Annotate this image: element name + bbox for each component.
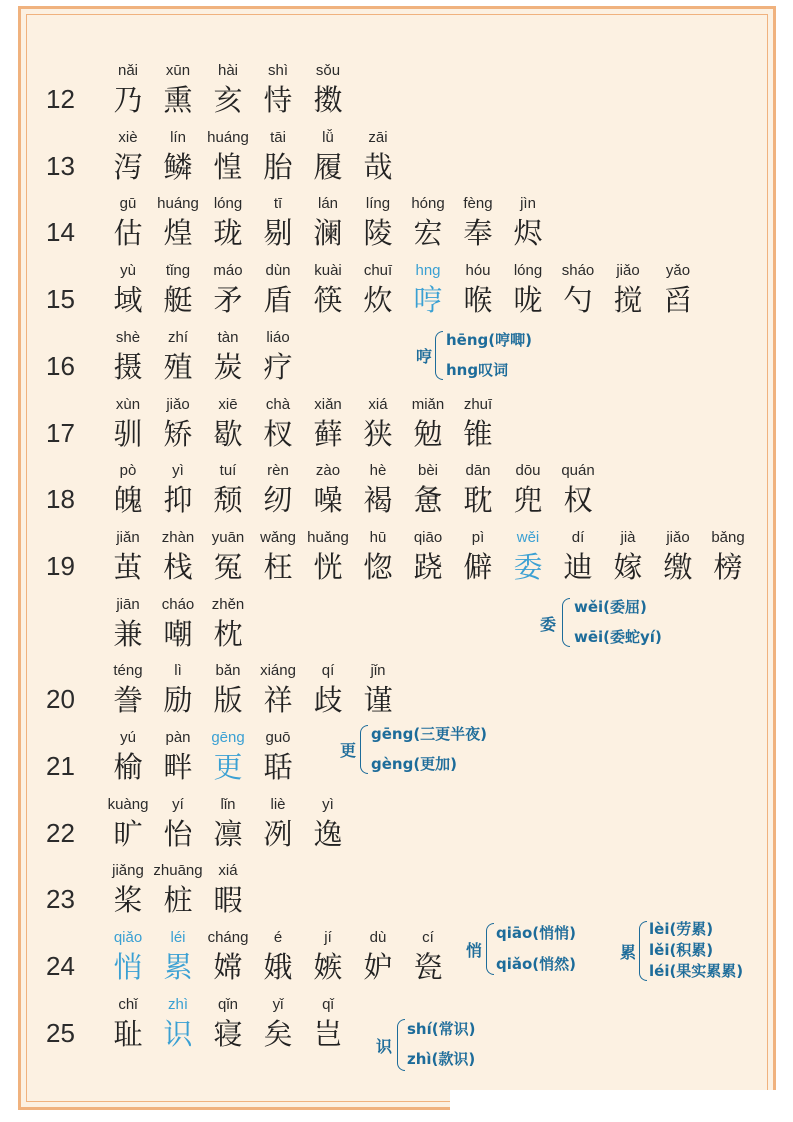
pinyin: jiǎo <box>166 395 190 413</box>
hanzi: 嫁 <box>613 549 643 584</box>
hanzi: 殖 <box>163 349 193 384</box>
hanzi: 哼 <box>413 283 443 318</box>
pinyin: liè <box>270 795 286 813</box>
char-cells <box>103 125 403 191</box>
lesson-number: 20 <box>46 684 75 715</box>
pinyin: hū <box>369 528 387 546</box>
hanzi: 凛 <box>213 816 243 851</box>
hanzi: 权 <box>563 483 593 518</box>
hanzi: 怡 <box>163 816 193 851</box>
pinyin: kuàng <box>107 795 149 813</box>
pinyin: xūn <box>165 62 191 79</box>
pinyin: dān <box>465 462 491 480</box>
hanzi: 惫 <box>413 483 443 518</box>
pinyin: tāi <box>270 128 286 146</box>
hanzi: 矣 <box>263 1016 293 1051</box>
hanzi: 瓷 <box>413 950 443 985</box>
vocab-row <box>0 458 793 524</box>
vocab-row <box>0 525 793 591</box>
pinyin: zhàn <box>161 528 195 546</box>
pinyin: qiǎo <box>113 929 143 947</box>
brace-icon <box>435 331 443 380</box>
pinyin: guō <box>265 729 291 746</box>
lesson-number: 24 <box>46 951 75 982</box>
pinyin: yí <box>172 795 184 813</box>
pinyin: hè <box>369 462 387 480</box>
pinyin: nǎi <box>117 62 139 79</box>
hanzi: 艇 <box>163 283 193 318</box>
brace-icon <box>486 923 494 975</box>
hanzi: 煌 <box>163 216 193 251</box>
hanzi: 耻 <box>113 1016 143 1051</box>
hanzi: 乃 <box>113 83 143 117</box>
pinyin: shè <box>115 328 141 346</box>
pinyin: zhí <box>167 328 188 346</box>
hanzi: 搅 <box>613 283 643 318</box>
hanzi: 僻 <box>463 549 493 584</box>
pinyin: jǐn <box>370 662 386 680</box>
lesson-number: 19 <box>46 550 75 581</box>
hanzi: 枕 <box>213 616 243 651</box>
char-cells <box>103 258 703 324</box>
pinyin: jí <box>324 929 332 947</box>
hanzi: 榜 <box>713 549 743 584</box>
note-lei-reading-3: léi(果实累累) <box>649 962 744 980</box>
char-cells <box>103 792 353 858</box>
pinyin: gū <box>119 195 137 213</box>
pinyin: kuài <box>314 262 342 280</box>
hanzi: 域 <box>113 283 143 318</box>
hanzi: 炭 <box>213 349 243 384</box>
note-shi-char: 识 <box>376 1037 393 1056</box>
hanzi: 杈 <box>263 416 293 451</box>
lesson-number: 15 <box>46 284 75 315</box>
vocab-row <box>0 658 793 724</box>
pinyin: xiē <box>218 395 238 413</box>
pinyin: jiǎn <box>116 528 140 546</box>
char-cells <box>103 992 353 1058</box>
hanzi: 更 <box>213 750 243 784</box>
hanzi: 勉 <box>413 416 443 451</box>
pinyin: huáng <box>207 128 249 146</box>
pinyin: jìn <box>520 195 536 213</box>
hanzi: 悄 <box>113 950 143 985</box>
hanzi: 熏 <box>163 83 193 117</box>
pinyin: sháo <box>561 262 595 280</box>
hanzi: 歇 <box>213 416 243 451</box>
pinyin: yù <box>120 262 136 280</box>
note-heng-reading-2: hng叹词 <box>446 361 509 379</box>
pinyin: yǐ <box>272 995 284 1013</box>
pinyin: pì <box>471 528 485 546</box>
lesson-number: 14 <box>46 217 75 248</box>
pinyin: jiǎng <box>112 862 144 880</box>
pinyin: zhì <box>167 995 188 1013</box>
hanzi: 鳞 <box>163 149 193 184</box>
hanzi: 累 <box>163 950 193 985</box>
char-cells <box>103 458 603 524</box>
hanzi: 寝 <box>213 1016 243 1051</box>
hanzi: 歧 <box>313 683 343 718</box>
hanzi: 疗 <box>263 349 293 384</box>
hanzi: 咙 <box>513 283 543 318</box>
hanzi: 惶 <box>213 149 243 184</box>
vocab-row <box>0 792 793 858</box>
lesson-number: 13 <box>46 150 75 181</box>
char-cell <box>653 258 703 324</box>
hanzi: 岂 <box>313 1016 343 1051</box>
vocab-row <box>0 58 793 124</box>
pinyin: hóng <box>411 195 445 213</box>
pinyin: zào <box>315 462 341 480</box>
hanzi: 娥 <box>263 950 293 985</box>
lesson-number: 16 <box>46 350 75 381</box>
note-heng <box>416 328 566 384</box>
hanzi: 摄 <box>113 349 143 384</box>
hanzi: 估 <box>113 216 143 251</box>
vocab-row <box>0 325 793 391</box>
brace-icon <box>360 725 368 774</box>
char-cells <box>103 725 303 791</box>
vocab-row <box>0 125 793 191</box>
note-wei-char: 委 <box>540 615 557 634</box>
pinyin: qí <box>321 662 335 680</box>
hanzi: 冽 <box>263 816 293 851</box>
char-cells <box>103 858 253 924</box>
hanzi: 榆 <box>113 750 143 784</box>
pinyin: lǐn <box>220 795 236 813</box>
lesson-number: 25 <box>46 1017 75 1048</box>
hanzi: 委 <box>513 549 543 584</box>
pinyin: lóng <box>513 262 543 280</box>
hanzi: 兼 <box>113 616 143 651</box>
pinyin: xiá <box>368 395 388 413</box>
char-cells <box>103 592 253 658</box>
hanzi: 枉 <box>263 549 293 584</box>
pinyin: huǎng <box>307 528 349 546</box>
char-cells <box>103 925 453 991</box>
hanzi: 澜 <box>313 216 343 251</box>
hanzi: 舀 <box>663 283 693 318</box>
hanzi: 泻 <box>113 149 143 184</box>
hanzi: 惚 <box>363 549 393 584</box>
hanzi: 矫 <box>163 416 193 451</box>
pinyin: xiè <box>118 128 138 146</box>
pinyin: huáng <box>157 195 199 213</box>
char-cells <box>103 58 353 124</box>
pinyin: pàn <box>165 729 191 746</box>
pinyin: yì <box>322 795 334 813</box>
note-shi <box>376 1016 516 1072</box>
hanzi: 藓 <box>313 416 343 451</box>
pinyin: quán <box>561 462 595 480</box>
note-wei <box>540 595 700 651</box>
pinyin: xùn <box>115 395 141 413</box>
hanzi: 版 <box>213 683 243 718</box>
pinyin: bǎng <box>711 528 745 546</box>
hanzi: 缴 <box>663 549 693 584</box>
pinyin: líng <box>365 195 391 213</box>
hanzi: 逸 <box>313 816 343 851</box>
hanzi: 喉 <box>463 283 493 318</box>
pinyin: yǎo <box>665 262 691 280</box>
pinyin: fèng <box>463 195 493 213</box>
hanzi: 亥 <box>213 83 243 117</box>
pinyin: xiá <box>218 862 238 880</box>
pinyin: wǎng <box>260 528 296 546</box>
pinyin: lǚ <box>322 128 334 146</box>
hanzi: 烬 <box>513 216 543 251</box>
note-qiao-char: 悄 <box>466 941 483 960</box>
pinyin: zāi <box>368 128 388 146</box>
char-cell <box>253 325 303 391</box>
pinyin: jiǎo <box>666 528 690 546</box>
pinyin: tàn <box>217 328 239 346</box>
pinyin: é <box>273 929 283 947</box>
pinyin: shì <box>267 62 288 79</box>
note-qiao <box>466 920 606 976</box>
char-cell <box>453 392 503 458</box>
char-cell <box>553 458 603 524</box>
pinyin: bǎn <box>215 662 241 680</box>
note-wei-reading-2: wēi(委蛇yí) <box>574 628 662 646</box>
pinyin: zhuāng <box>153 862 203 880</box>
hanzi: 茧 <box>113 549 143 584</box>
pinyin: dōu <box>515 462 541 480</box>
char-cells <box>103 325 303 391</box>
pinyin: hài <box>217 62 239 79</box>
note-lei-char: 累 <box>620 943 637 962</box>
hanzi: 驯 <box>113 416 143 451</box>
vocab-row <box>0 392 793 458</box>
hanzi: 跷 <box>413 549 443 584</box>
lesson-number: 17 <box>46 417 75 448</box>
note-geng-reading-2: gèng(更加) <box>371 755 458 773</box>
char-cell <box>203 592 253 658</box>
hanzi: 桨 <box>113 883 143 918</box>
pinyin: liáo <box>266 328 290 346</box>
hanzi: 锥 <box>463 416 493 451</box>
hanzi: 筷 <box>313 283 343 318</box>
hanzi: 抑 <box>163 483 193 518</box>
hanzi: 聒 <box>263 750 293 784</box>
hanzi: 识 <box>163 1016 193 1051</box>
pinyin: hng <box>415 262 441 280</box>
hanzi: 魄 <box>113 483 143 518</box>
hanzi: 祥 <box>263 683 293 718</box>
pinyin: xiǎn <box>314 395 342 413</box>
pinyin: lán <box>317 195 339 213</box>
pinyin: máo <box>213 262 243 280</box>
pinyin: jiān <box>116 595 140 613</box>
pinyin: qǐ <box>322 995 334 1013</box>
pinyin: chà <box>265 395 291 413</box>
pinyin: yuān <box>211 528 245 546</box>
hanzi: 矛 <box>213 283 243 318</box>
hanzi: 谨 <box>363 683 393 718</box>
char-cell <box>353 658 403 724</box>
pinyin: cí <box>422 929 434 947</box>
pinyin: qǐn <box>217 995 239 1013</box>
pinyin: cháo <box>161 595 195 613</box>
hanzi: 胎 <box>263 149 293 184</box>
hanzi: 哉 <box>363 149 393 184</box>
char-cell <box>503 191 553 257</box>
hanzi: 陵 <box>363 216 393 251</box>
pinyin: gēng <box>211 729 245 746</box>
note-geng-char: 更 <box>340 741 357 760</box>
note-heng-char: 哼 <box>416 347 433 366</box>
pinyin: hóu <box>465 262 491 280</box>
char-cell <box>203 858 253 924</box>
pinyin: dùn <box>265 262 291 280</box>
char-cells <box>103 392 503 458</box>
hanzi: 旷 <box>113 816 143 851</box>
note-qiao-reading-2: qiǎo(悄然) <box>496 955 577 973</box>
char-cell <box>703 525 753 591</box>
hanzi: 兜 <box>513 483 543 518</box>
note-wei-reading-1: wěi(委屈) <box>574 598 647 616</box>
hanzi: 迪 <box>563 549 593 584</box>
hanzi: 恍 <box>313 549 343 584</box>
pinyin: rèn <box>267 462 289 480</box>
note-heng-reading-1: hēng(哼唧) <box>446 331 532 349</box>
pinyin: lín <box>170 128 186 146</box>
hanzi: 妒 <box>363 950 393 985</box>
note-lei-reading-1: lèi(劳累) <box>649 920 714 938</box>
note-qiao-reading-1: qiāo(悄悄) <box>496 924 577 942</box>
hanzi: 宏 <box>413 216 443 251</box>
note-shi-reading-1: shí(常识) <box>407 1020 476 1038</box>
hanzi: 炊 <box>363 283 393 318</box>
hanzi: 剔 <box>263 216 293 251</box>
hanzi: 履 <box>313 149 343 184</box>
pinyin: yì <box>172 462 184 480</box>
lesson-number: 21 <box>46 751 75 781</box>
char-cells <box>103 191 553 257</box>
char-cell <box>303 792 353 858</box>
hanzi: 纫 <box>263 483 293 518</box>
hanzi: 恃 <box>263 83 293 117</box>
hanzi: 颓 <box>213 483 243 518</box>
hanzi: 珑 <box>213 216 243 251</box>
hanzi: 嘲 <box>163 616 193 651</box>
hanzi: 耽 <box>463 483 493 518</box>
hanzi: 励 <box>163 683 193 718</box>
hanzi: 畔 <box>163 750 193 784</box>
pinyin: lóng <box>213 195 243 213</box>
pinyin: dí <box>571 528 585 546</box>
lesson-number: 12 <box>46 84 75 114</box>
pinyin: jià <box>620 528 636 546</box>
pinyin: sǒu <box>315 62 341 79</box>
pinyin: tuí <box>219 462 237 480</box>
hanzi: 盾 <box>263 283 293 318</box>
pinyin: qiāo <box>413 528 443 546</box>
pinyin: dù <box>369 929 387 947</box>
note-geng-reading-1: gēng(三更半夜) <box>371 725 488 743</box>
vocab-row <box>0 858 793 924</box>
hanzi: 勺 <box>563 283 593 318</box>
brace-icon <box>562 598 570 647</box>
lesson-number: 18 <box>46 484 75 515</box>
pinyin: chǐ <box>118 995 138 1013</box>
hanzi: 桩 <box>163 883 193 918</box>
hanzi: 擞 <box>313 83 343 117</box>
pinyin: yú <box>120 729 136 746</box>
pinyin: zhuī <box>463 395 493 413</box>
hanzi: 狭 <box>363 416 393 451</box>
pinyin: zhěn <box>211 595 245 613</box>
char-cell <box>353 125 403 191</box>
hanzi: 噪 <box>313 483 343 518</box>
pinyin: chuī <box>363 262 393 280</box>
pinyin: tǐng <box>165 262 191 280</box>
char-cells <box>103 658 403 724</box>
hanzi: 嫉 <box>313 950 343 985</box>
lesson-number: 22 <box>46 817 75 848</box>
char-cell <box>253 725 303 791</box>
hanzi: 嫦 <box>213 950 243 985</box>
note-lei <box>620 918 770 984</box>
char-cell <box>403 925 453 991</box>
char-cells <box>103 525 753 591</box>
pinyin: lì <box>174 662 182 680</box>
note-shi-reading-2: zhì(款识) <box>407 1050 476 1068</box>
hanzi: 誊 <box>113 683 143 718</box>
note-geng <box>340 722 520 778</box>
hanzi: 冤 <box>213 549 243 584</box>
note-lei-reading-2: lěi(积累) <box>649 941 714 959</box>
brace-icon <box>397 1019 405 1071</box>
hanzi: 栈 <box>163 549 193 584</box>
pinyin: bèi <box>417 462 439 480</box>
pinyin: léi <box>170 929 186 947</box>
vocab-row <box>0 191 793 257</box>
hanzi: 奉 <box>463 216 493 251</box>
lesson-number: 23 <box>46 884 75 915</box>
pinyin: cháng <box>207 929 249 947</box>
pinyin: pò <box>119 462 137 480</box>
brace-icon <box>639 921 647 981</box>
vocab-row <box>0 258 793 324</box>
pinyin: wěi <box>516 528 540 546</box>
pinyin: jiǎo <box>616 262 640 280</box>
pinyin: miǎn <box>411 395 445 413</box>
char-cell <box>303 58 353 124</box>
pinyin: tī <box>273 195 283 213</box>
page-corner-cutoff <box>450 1090 793 1122</box>
pinyin: xiáng <box>260 662 296 680</box>
hanzi: 褐 <box>363 483 393 518</box>
char-cell <box>303 992 353 1058</box>
hanzi: 暇 <box>213 883 243 918</box>
pinyin: téng <box>113 662 143 680</box>
